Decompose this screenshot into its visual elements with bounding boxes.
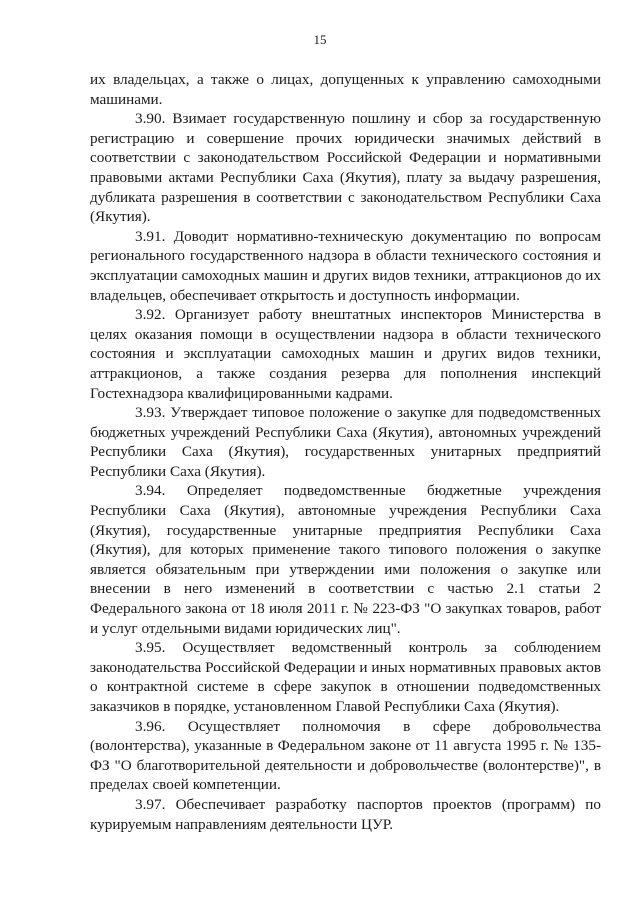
paragraph-3-96: 3.96. Осуществляет полномочия в сфере добровольчества (волонтерства), указанные в Федеральном законе от 11 августа 1995 г. № 135-ФЗ "О благотворительной деятельности и добровольчестве (волонтерстве)", в пределах своей компетенции. — [90, 717, 601, 794]
paragraph-3-94: 3.94. Определяет подведомственные бюджетные учреждения Республики Саха (Якутия), автономные учреждения Республики Саха (Якутия), государственные унитарные предприятия Республики Саха (Якутия), для которых применение такого типового положения о закупке является обязательным при утверждении ими положения о закупке или внесении в него изменений в соответствии с частью 2.1 статьи 2 Федерального закона от 18 июля 2011 г. № 223-ФЗ "О закупках товаров, работ и услуг отдельными видами юридических лиц". — [90, 482, 601, 637]
paragraph-3-91: 3.91. Доводит нормативно-техническую документацию по вопросам регионального государственного надзора в области технического состояния и эксплуатации самоходных машин и других видов техники, аттракционов до их владельцев, обеспечивает открытость и доступность информации. — [90, 227, 601, 304]
paragraph-3-92: 3.92. Организует работу внештатных инспекторов Министерства в целях оказания помощи в осуществлении надзора в области технического состояния и эксплуатации самоходных машин и других видов техники, аттракционов, а также создания резерва для пополнения инспекций Гостехнадзора квалифицированными кадрами. — [90, 306, 601, 402]
paragraph-continuation: их владельцах, а также о лицах, допущенных к управлению самоходными машинами. — [90, 71, 601, 108]
page-number: 15 — [313, 32, 327, 47]
paragraph-3-90: 3.90. Взимает государственную пошлину и сбор за государственную регистрацию и совершение прочих юридически значимых действий в соответствии с законодательством Российской Федерации и нормативными правовыми актами Республики Саха (Якутия), плату за выдачу разрешения, дубликата разрешения в соответствии с законодательством Республики Саха (Якутия). — [90, 110, 601, 226]
document-body — [90, 70, 601, 834]
paragraph-3-97: 3.97. Обеспечивает разработку паспортов проектов (программ) по курируемым направлениям деятельности ЦУР. — [90, 795, 601, 833]
paragraph-3-95: 3.95. Осуществляет ведомственный контроль за соблюдением законодательства Российской Федерации и иных нормативных правовых актов о контрактной системе в сфере закупок в отношении подведомственных заказчиков в порядке, установленном Главой Республики Саха (Якутия). — [90, 639, 601, 715]
paragraph-3-93: 3.93. Утверждает типовое положение о закупке для подведомственных бюджетных учреждений Республики Саха (Якутия), автономных учреждений Республики Саха (Якутия), государственных унитарных предприятий Республики Саха (Якутия). — [90, 404, 601, 480]
